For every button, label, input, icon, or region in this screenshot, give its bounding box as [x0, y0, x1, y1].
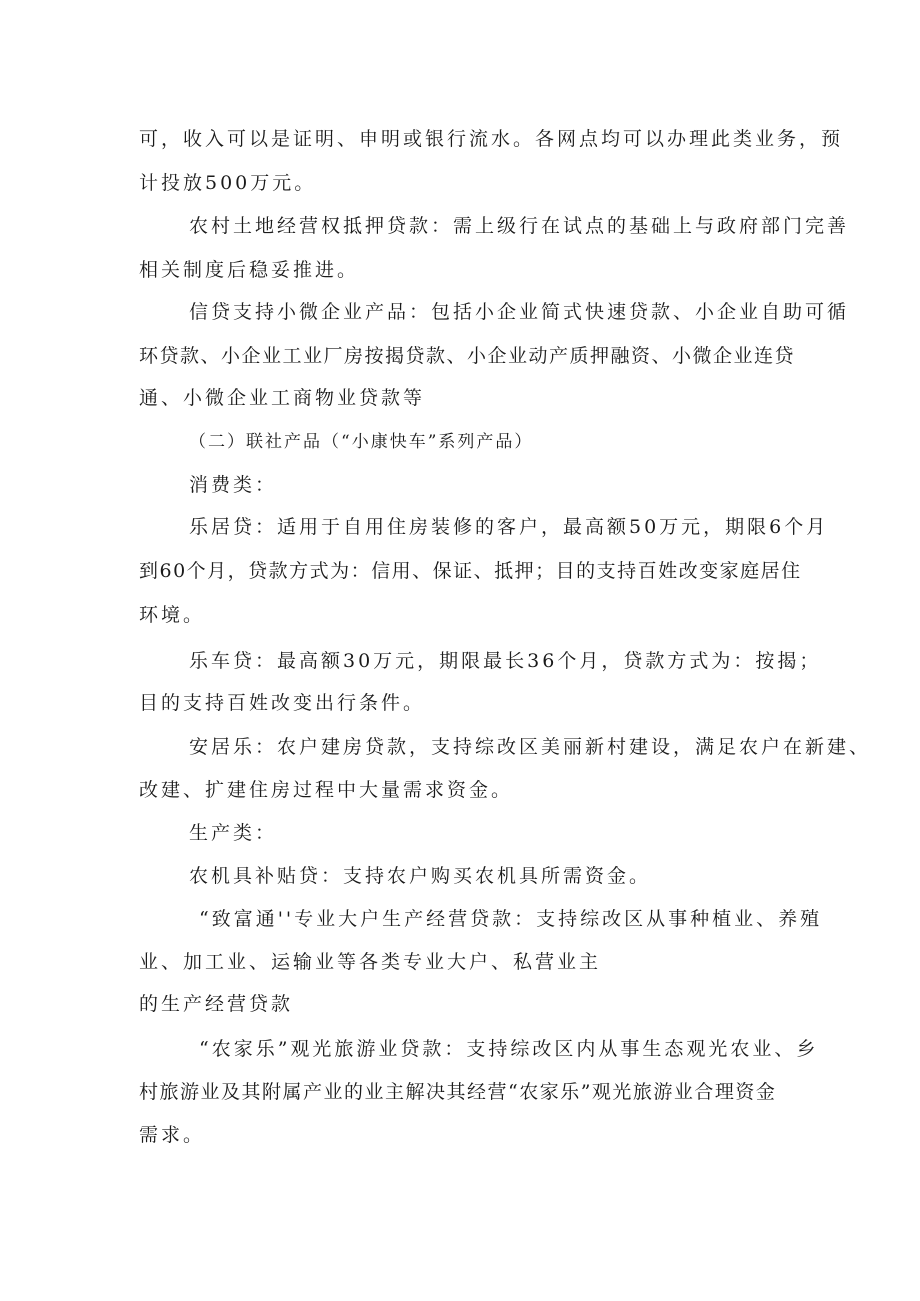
- subheading: 生产类：: [189, 822, 278, 844]
- paragraph-line: 相关制度后稳妥推进。: [139, 259, 360, 281]
- paragraph-line: 到60个月，贷款方式为：信用、保证、抵押；目的支持百姓改变家庭居住: [139, 560, 802, 582]
- paragraph-line: 乐居贷：适用于自用住房装修的客户，最高额50万元，期限6个月: [189, 516, 829, 538]
- paragraph-line: “农家乐”观光旅游业贷款：支持综改区内从事生态观光农业、乡: [199, 1038, 819, 1060]
- paragraph-line: 可，收入可以是证明、申明或银行流水。各网点均可以办理此类业务，预: [139, 128, 844, 150]
- paragraph-line: “致富通''专业大户生产经营贷款：支持综改区从事种植业、养殖: [199, 908, 823, 930]
- paragraph-line: 农村土地经营权抵押贷款：需上级行在试点的基础上与政府部门完善: [189, 215, 850, 237]
- paragraph-line: 乐车贷：最高额30万元，期限最长36个月，贷款方式为：按揭；: [189, 650, 822, 672]
- paragraph-line: 安居乐：农户建房贷款，支持综改区美丽新村建设，满足农户在新建、: [189, 736, 872, 758]
- paragraph-line: 通、小微企业工商物业贷款等: [139, 387, 426, 409]
- paragraph-line: 计投放500万元。: [139, 172, 317, 194]
- section-heading: （二）联社产品（“小康快车”系列产品）: [189, 432, 534, 452]
- paragraph-line: 信贷支持小微企业产品：包括小企业简式快速贷款、小企业自助可循: [189, 301, 850, 323]
- paragraph-line: 农机具补贴贷：支持农户购买农机具所需资金。: [189, 865, 652, 887]
- paragraph-line: 业、加工业、运输业等各类专业大户、私营业主: [139, 951, 602, 973]
- paragraph-line: 村旅游业及其附属产业的业主解决其经营“农家乐”观光旅游业合理资金: [139, 1081, 777, 1103]
- paragraph-line: 目的支持百姓改变出行条件。: [139, 692, 426, 714]
- paragraph-line: 环境。: [139, 604, 206, 626]
- paragraph-line: 改建、扩建住房过程中大量需求资金。: [139, 779, 514, 801]
- paragraph-line: 的生产经营贷款: [139, 993, 294, 1015]
- paragraph-line: 需求。: [139, 1124, 206, 1146]
- paragraph-line: 环贷款、小企业工业厂房按揭贷款、小企业动产质押融资、小微企业连贷: [139, 345, 796, 367]
- subheading: 消费类：: [189, 474, 278, 496]
